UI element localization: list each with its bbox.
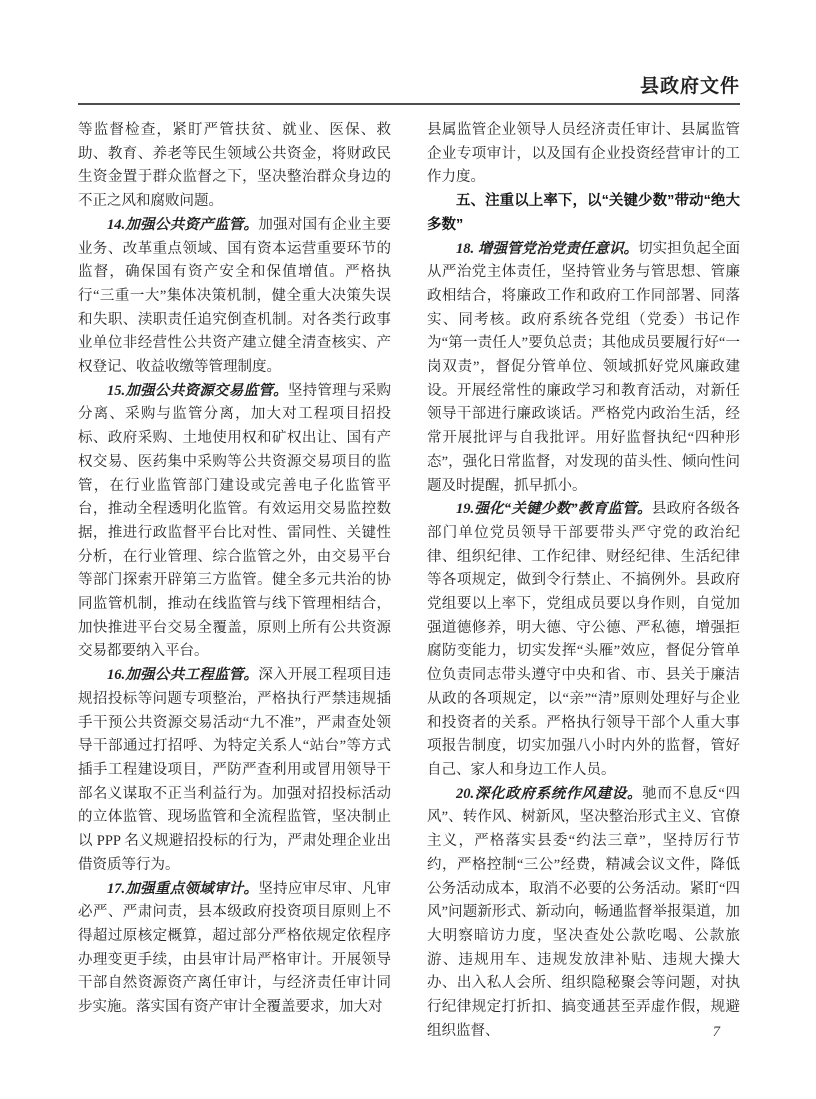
paragraph-17 [78,878,391,1020]
paragraph-19 [427,498,740,782]
section-heading-5: 五、注重以上率下，以“关键少数”带动“绝大多数” [427,193,740,233]
paragraph-16-text: 深入开展工程项目违规招投标等问题专项整治，严格执行严禁违规插手干预公共资源交易活动“九不准”，严肃查处领导干部通过打招呼、为特定关系人“站台”等方式插手工程建设项目，严防严查利用或冒用领导干部名义谋取不正当利益行为。加强对招投标活动的立体监管、现场监管和全流程监管，坚决制止以 PPP 名义规避招投标的行为，严肃处理企业出借资质等行为。 [78,667,392,873]
paragraph-16 [78,664,391,877]
page-header [78,76,740,105]
paragraph-15 [78,380,391,664]
paragraph-continuation: 等监督检查，紧盯严管扶贫、就业、医保、救助、教育、养老等民生领域公共资金，将财政民生资金置于群众监督之下，坚决整治群众身边的不正之风和腐败问题。 [78,122,391,210]
paragraph-continuation: 县属监管企业领导人员经济责任审计、县属监管企业专项审计，以及国有企业投资经营审计的工作力度。 [427,122,740,186]
paragraph-16-lead: 16.加强公共工程监管。 [107,667,259,684]
paragraph-20-text: 驰而不息反“四风”、转作风、树新风，坚决整治形式主义、官僚主义，严格落实县委“约法三章”，坚持厉行节约，严格控制“三公”经费，精减会议文件，降低公务活动成本，取消不必要的公务活动。紧盯“四风”问题新形式、新动向，畅通监督举报渠道，加大明察暗访力度，坚决查处公款吃喝、公款旅游、违规用车、违规发放津补贴、违规大操大办、出入私人会所、组织隐秘聚会等问题，对执行纪律规定打折扣、搞变通甚至弄虚作假，规避组织监督、 [427,785,740,1039]
paragraph-18-lead: 18. 增强管党治党责任意识。 [456,240,639,257]
paragraph-19-text: 县政府各级各部门单位党员领导干部要带头严守党的政治纪律、组织纪律、工作纪律、财经纪律、生活纪律等各项规定，做到令行禁止、不搞例外。县政府党组要以上率下，党组成员要以身作则，自觉加强道德修养，明大德、守公德、严私德，增强拒腐防变能力，切实发挥“头雁”效应，督促分管单位负责同志带头遵守中央和省、市、县关于廉洁从政的各项规定，以“亲”“清”原则处理好与企业和投资者的关系。严格执行领导干部个人重大事项报告制度，切实加强八小时内外的监督，管好自己、家人和身边工作人员。 [427,501,741,778]
text-columns [78,119,740,1043]
page-number: 7 [712,1024,720,1040]
paragraph-14-lead: 14.加强公共资产监管。 [107,216,259,233]
paragraph-18-text: 切实担负起全面从严治党主体责任，坚持管业务与管思想、管廉政相结合，将廉政工作和政府工作同部署、同落实、同考核。政府系统各党组（党委）书记作为“第一责任人”要负总责；其他成员要履行好“一岗双责”，督促分管单位、领域抓好党风廉政建设。开展经常性的廉政学习和教育活动，对新任领导干部进行廉政谈话。严格党内政治生活，经常开展批评与自我批评。用好监督执纪“四种形态”，强化日常监督，对发现的苗头性、倾向性问题及时提醒，抓早抓小。 [427,240,741,494]
paragraph-20-lead: 20.深化政府系统作风建设。 [456,785,643,802]
page-content [78,0,740,1043]
paragraph-15-lead: 15.加强公共资源交易监管。 [107,382,288,399]
right-column [427,119,740,1043]
paragraph-14 [78,214,391,380]
paragraph-18 [427,238,740,499]
paragraph-19-lead: 19.强化“关键少数”教育监管。 [456,501,652,518]
paragraph-17-text: 坚持应审尽审、凡审必严、严肃问责，县本级政府投资项目原则上不得超过原核定概算，超过部分严格依规定依程序办理变更手续，由县审计局严格审计。开展领导干部自然资源资产离任审计，与经济责任审计同步实施。落实国有资产审计全覆盖要求，加大对 [78,880,392,1016]
paragraph-15-text: 坚持管理与采购分离、采购与监管分离，加大对工程项目招投标、政府采购、土地使用权和矿权出让、国有产权交易、医药集中采购等公共资源交易项目的监管，在行业监管部门建设或完善电子化监管平台，推动全程透明化监管。有效运用交易监控数据，推进行政监督平台比对性、雷同性、关键性分析，在行业管理、综合监管之外，由交易平台等部门探索开辟第三方监管。健全多元共治的协同监管机制，推动在线监管与线下管理相结合，加快推进平台交易全覆盖，原则上所有公共资源交易都要纳入平台。 [78,382,391,660]
paragraph-14-text: 加强对国有企业主要业务、改革重点领域、国有资本运营重要环节的监督，确保国有资产安全和保值增值。严格执行“三重一大”集体决策机制，健全重大决策失误和失职、渎职责任追究倒查机制。对各类行政事业单位非经营性公共资产建立健全清查核实、产权登记、收益收缴等管理制度。 [78,216,392,376]
paragraph-20 [427,783,740,1044]
page-header-title: 县政府文件 [639,76,740,97]
paragraph-17-lead: 17.加强重点领域审计。 [107,880,259,897]
left-column [78,119,391,1043]
